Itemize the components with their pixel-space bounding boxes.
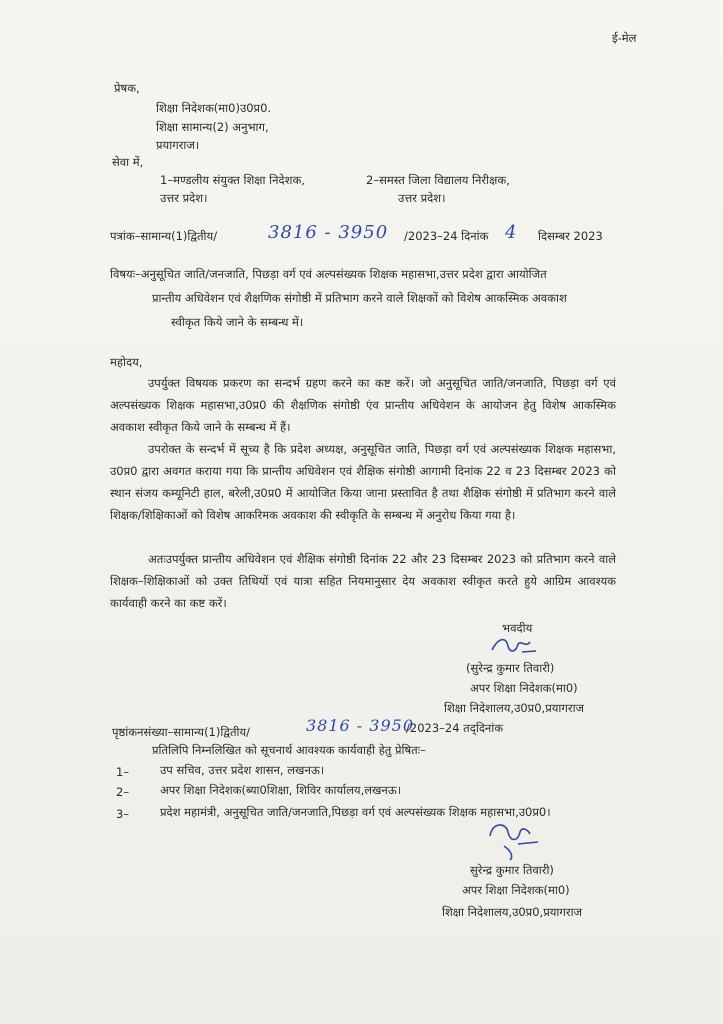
copy-item-text: अपर शिक्षा निदेशक(ब्या0शिक्षा, शिविर कार्यालय,लखनऊ। xyxy=(160,783,402,797)
body-paragraph-2: उपरोक्त के सन्दर्भ में सूच्य है कि प्रदेश अध्यक्ष, अनुसूचित जाति, पिछड़ा वर्ग एवं अल्पसंख्यक शिक्षक महासभा, उ0प्र0 द्वारा अवगत कराया गया कि प्रान्तीय अधिवेशन एवं शैक्षिक संगोष्ठी आगामी दिनांक 22 व 23 दिसम्बर 2023 को स्थान संजय कम्यूनिटी हाल, बरेली,उ0प्र0 में आयोजित किया जाना प्रस्तावित है तथा शैक्षिक संगोष्ठी में प्रतिभाग करने वाले शिक्षक/शिक्षिकाओं को विशेष आकरिमक अवकाश की स्वीकृति के सम्बन्ध में अनुरोध किया गया है। xyxy=(110,442,616,522)
signature-1-mark xyxy=(488,632,540,660)
email-mark: ई-मेल xyxy=(612,31,637,45)
subject-line-1: विषयः–अनुसूचित जाति/जनजाति, पिछड़ा वर्ग एवं अल्पसंख्यक शिक्षक महासभा,उत्तर प्रदेश द्वारा आयोजित xyxy=(110,267,547,281)
reference-number-handwritten: 3816 - 3950 xyxy=(268,222,389,243)
signature-2-mark xyxy=(484,816,544,862)
sender-label: प्रेषक, xyxy=(114,81,140,95)
signature-1-office: शिक्षा निदेशालय,उ0प्र0,प्रयागराज xyxy=(444,701,585,715)
subject-line-3: स्वीकृत किये जाने के सम्बन्ध में। xyxy=(171,315,304,329)
body-paragraph-1: उपर्युक्त विषयक प्रकरण का सन्दर्भ ग्रहण करने का कष्ट करें। जो अनुसूचित जाति/जनजाति, पिछड़ा वर्ग एवं अल्पसंख्यक शिक्षक महासभा,उ0प्र0 की शैक्षणिक संगोष्ठी एंव प्रान्तीय अधिवेशन के आयोजन हेतु विशेष आकस्मिक अवकाश स्वीकृत किये जाने के सम्बन्ध में हैं। xyxy=(110,376,616,434)
copy-item-number: 1– xyxy=(116,765,130,779)
recipients-label: सेवा में, xyxy=(112,155,144,169)
recipient-1-line-1: 1–मण्डलीय संयुक्त शिक्षा निदेशक, xyxy=(160,173,305,187)
salutation: महोदय, xyxy=(110,355,143,369)
body-paragraph-3: अतःउपर्युक्त प्रान्तीय अधिवेशन एवं शैक्षिक संगोष्ठी दिनांक 22 और 23 दिसम्बर 2023 को प्रतिभाग करने वाले शिक्षक–शिक्षिकाओं को उक्त तिथियों एवं यात्रा सहित नियमानुसार देय अवकाश स्वीकृत करते हुये आग्रिम आवश्यक कार्यवाही करने का कष्ट करें। xyxy=(110,552,616,610)
copy-item-number: 2– xyxy=(116,785,130,799)
subject-line-2: प्रान्तीय अधिवेशन एवं शैक्षणिक संगोष्ठी में प्रतिभाग करने वाले शिक्षकों को विशेष आकस्मिक अवकाश xyxy=(152,291,567,305)
copy-item-text: प्रदेश महामंत्री, अनुसूचित जाति/जनजाति,पिछड़ा वर्ग एवं अल्पसंख्यक शिक्षक महासभा,उ0प्र0। xyxy=(160,805,551,819)
endorsement-intro: प्रतिलिपि निम्नलिखित को सूचनार्थ आवश्यक कार्यवाही हेतु प्रेषितः– xyxy=(152,743,426,757)
reference-prefix: पत्रांक–सामान्य(1)द्वितीय/ xyxy=(110,229,218,243)
sender-line-3: प्रयागराज। xyxy=(156,138,200,152)
recipient-2-line-1: 2–समस्त जिला विद्यालय निरीक्षक, xyxy=(366,173,510,187)
endorsement-number-handwritten: 3816 - 3950 xyxy=(306,716,415,735)
closing-bhavdiya: भवदीय xyxy=(502,621,533,635)
endorsement-suffix: /2023–24 तद्‌दिनांक xyxy=(406,721,504,735)
reference-month-year: दिसम्बर 2023 xyxy=(538,229,603,243)
signature-2-office: शिक्षा निदेशालय,उ0प्र0,प्रयागराज xyxy=(442,905,583,919)
sender-line-2: शिक्षा सामान्य(2) अनुभाग, xyxy=(156,120,269,134)
reference-suffix: /2023–24 दिनांक xyxy=(404,229,489,243)
copy-item-number: 3– xyxy=(116,807,130,821)
signature-2-name: सुरेन्द्र कुमार तिवारी) xyxy=(470,863,554,877)
sender-line-1: शिक्षा निदेशक(मा0)उ0प्र0. xyxy=(156,101,272,115)
copy-item-text: उप सचिव, उत्तर प्रदेश शासन, लखनऊ। xyxy=(160,763,325,777)
reference-day-handwritten: 4 xyxy=(505,222,518,243)
recipient-2-line-2: उत्तर प्रदेश। xyxy=(398,191,446,205)
recipient-1-line-2: उत्तर प्रदेश। xyxy=(160,191,208,205)
signature-2-designation: अपर शिक्षा निदेशक(मा0) xyxy=(462,883,570,897)
signature-1-name: (सुरेन्द्र कुमार तिवारी) xyxy=(466,661,555,675)
endorsement-prefix: पृष्ठांकनसंख्या–सामान्य(1)द्वितीय/ xyxy=(112,725,251,739)
signature-1-designation: अपर शिक्षा निदेशक(मा0) xyxy=(470,681,578,695)
